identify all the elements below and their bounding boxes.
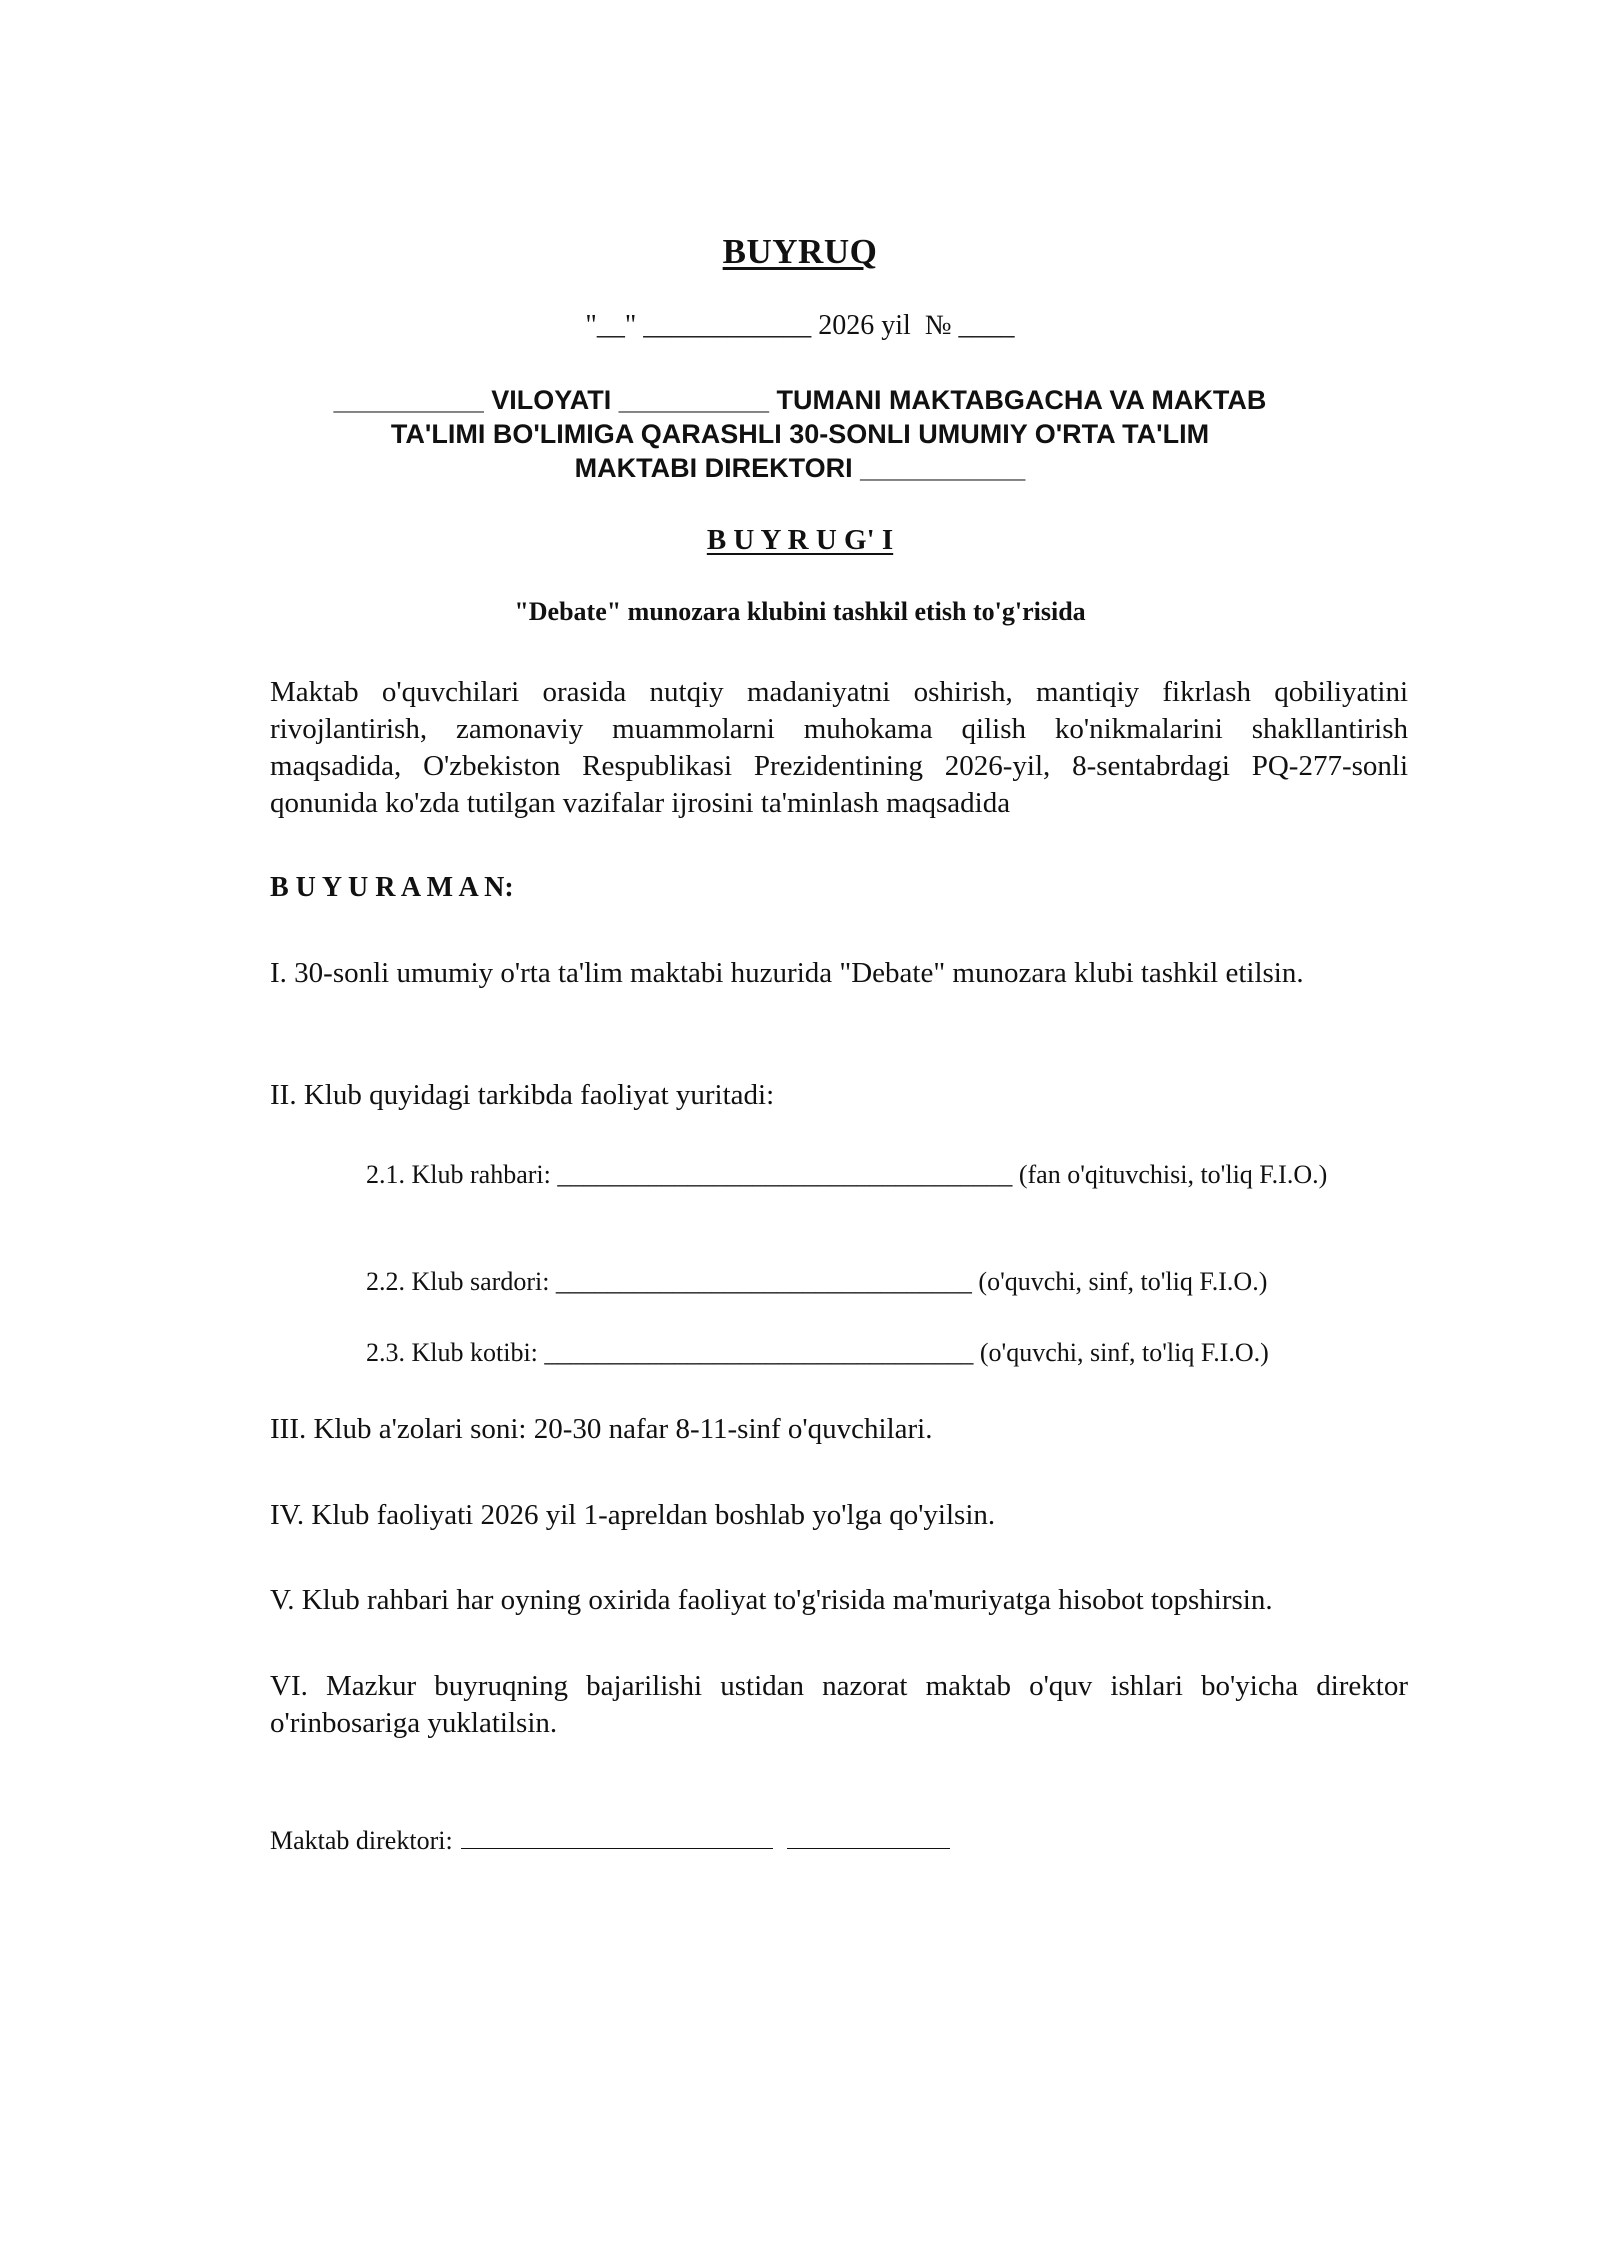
organization-header	[300, 383, 1300, 485]
sub-item-2-3: 2.3. Klub kotibi: _________________________________ (o'quvchi, sinf, to'liq F.I.O.)	[366, 1338, 1269, 1367]
command-heading: B U Y U R A M A N:	[270, 872, 514, 903]
order-item-2: II. Klub quyidagi tarkibda faoliyat yuritadi:	[270, 1079, 775, 1111]
order-item-1: I. 30-sonli umumiy o'rta ta'lim maktabi huzurida "Debate" munozara klubi tashkil etilsin.	[270, 957, 1304, 989]
signature-sign-line	[787, 1822, 950, 1849]
organization-line-1: __________ VILOYATI __________ TUMANI MAKTABGACHA VA MAKTAB	[333, 385, 1267, 415]
order-heading: B U Y R U G' I	[706, 524, 894, 556]
order-item-6: VI. Mazkur buyruqning bajarilishi ustidan nazorat maktab o'quv ishlari bo'yicha direktor o'rinbosariga yuklatilsin.	[270, 1670, 1408, 1739]
organization-line-3: MAKTABI DIREKTORI ___________	[574, 453, 1026, 483]
signature-block	[270, 1822, 950, 1856]
order-item-3: III. Klub a'zolari soni: 20-30 nafar 8-11-sinf o'quvchilari.	[270, 1413, 933, 1445]
date-number-line: "__" ____________ 2026 yil № ____	[585, 310, 1015, 341]
document-title: BUYRUQ	[722, 232, 878, 271]
preamble-paragraph: Maktab o'quvchilari orasida nutqiy madaniyatni oshirish, mantiqiy fikrlash qobiliyatini rivojlantirish, zamonaviy muammolarni muhokama qilish ko'nikmalarini shakllantirish maqsadida, O'zbekiston Respublikasi Prezidentining 2026-yil, 8-sentabrdagi PQ-277-sonli qonunida ko'zda tutilgan vazifalar ijrosini ta'minlash maqsadida	[270, 676, 1408, 819]
signature-label: Maktab direktori:	[270, 1826, 453, 1855]
order-item-4: IV. Klub faoliyati 2026 yil 1-apreldan boshlab yo'lga qo'yilsin.	[270, 1499, 996, 1531]
order-item-5: V. Klub rahbari har oyning oxirida faoliyat to'g'risida ma'muriyatga hisobot topshirsin.	[270, 1584, 1273, 1616]
organization-line-2: TA'LIMI BO'LIMIGA QARASHLI 30-SONLI UMUMIY O'RTA TA'LIM	[390, 419, 1210, 449]
sub-item-2-2: 2.2. Klub sardori: ________________________________ (o'quvchi, sinf, to'liq F.I.O.)	[366, 1267, 1268, 1296]
signature-name-line	[461, 1822, 773, 1849]
order-subject: "Debate" munozara klubini tashkil etish to'g'risida	[514, 597, 1086, 626]
sub-item-2-1: 2.1. Klub rahbari: ___________________________________ (fan o'qituvchisi, to'liq F.I.O.)	[366, 1160, 1328, 1189]
